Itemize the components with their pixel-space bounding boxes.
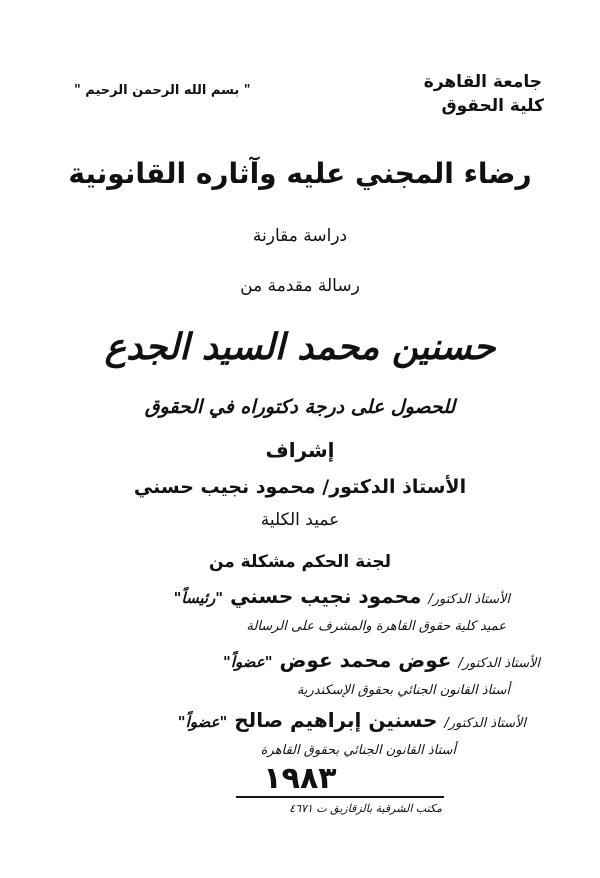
- year: ١٩٨٣: [263, 761, 337, 796]
- member-name: حسنين إبراهيم صالح: [234, 708, 438, 732]
- thesis-title: رضاء المجني عليه وآثاره القانونية: [68, 157, 532, 190]
- committee-member-2: [223, 650, 540, 670]
- member-name: محمود نجيب حسني: [230, 584, 422, 608]
- member-prefix: الأستاذ الدكتور/: [428, 592, 510, 607]
- author-name: حسنين محمد السيد الجدع: [104, 327, 496, 368]
- supervisor-name: الأستاذ الدكتور/ محمود نجيب حسني: [133, 476, 467, 498]
- study-type: دراسة مقارنة: [252, 226, 348, 246]
- member-role: "عضواً": [223, 653, 273, 671]
- committee-member-2-desc: أستاذ القانون الجنائي بحقوق الإسكندرية: [296, 683, 510, 698]
- member-role: "عضواً": [177, 713, 228, 731]
- committee-member-3: [178, 710, 526, 730]
- university-name: جامعة القاهرة: [423, 72, 542, 92]
- member-prefix: الأستاذ الدكتور/: [458, 656, 540, 671]
- thesis-line: رسالة مقدمة من: [240, 276, 360, 296]
- committee-member-1-desc: عميد كلية حقوق القاهرة والمشرف على الرسالة: [246, 619, 506, 634]
- committee-member-3-desc: أستاذ القانون الجنائي بحقوق القاهرة: [260, 743, 456, 758]
- committee-member-1: [174, 586, 510, 606]
- printer-footer: مكتب الشرقية بالزقازيق ت ٤٦٧١: [289, 802, 442, 815]
- committee-heading: لجنة الحكم مشكلة من: [208, 552, 392, 572]
- divider: [236, 796, 444, 798]
- faculty-name: كلية الحقوق: [441, 96, 544, 116]
- degree-purpose: للحصول على درجة دكتوراه في الحقوق: [144, 396, 456, 418]
- supervisor-title: عميد الكلية: [260, 510, 340, 530]
- member-name: عوض محمد عوض: [279, 648, 452, 672]
- supervision-label: إشراف: [265, 438, 335, 462]
- basmala: " بسم الله الرحمن الرحيم ": [74, 83, 251, 98]
- member-role: "رئيساً": [173, 589, 224, 607]
- member-prefix: الأستاذ الدكتور/: [444, 716, 526, 731]
